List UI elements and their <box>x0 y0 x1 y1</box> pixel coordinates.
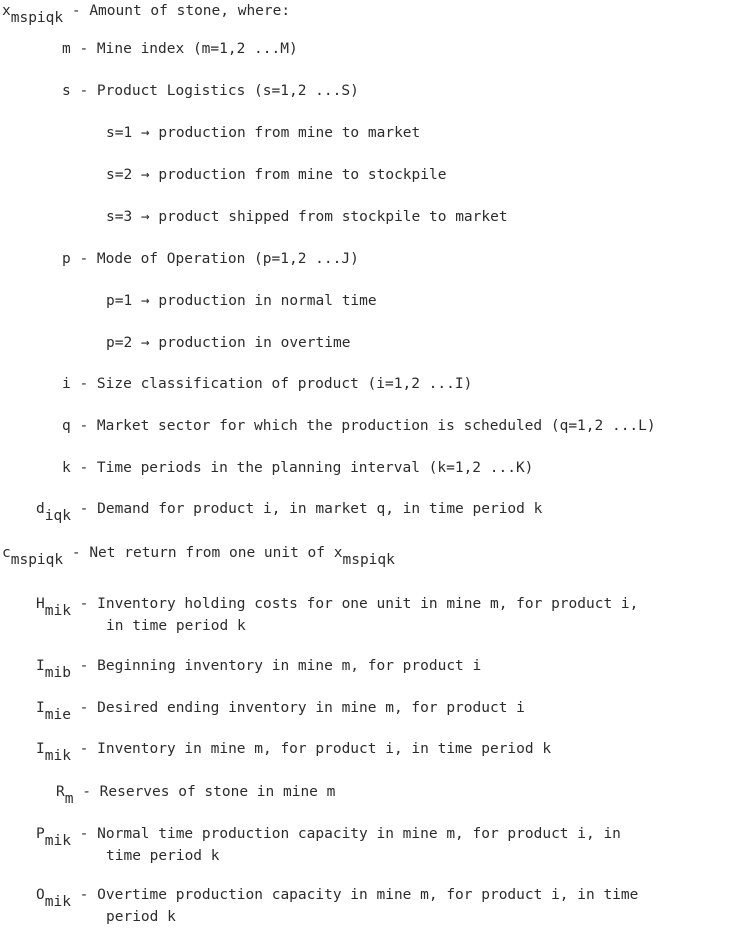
symbol-R: Rm <box>56 784 74 807</box>
definition-p1: p=1 → production in normal time <box>106 293 377 309</box>
definition-text: - Overtime production capacity in mine m, for product i, in time <box>79 887 639 903</box>
definition-text: - Demand for product i, in market q, in time period k <box>79 501 543 517</box>
symbol-I: Imib <box>36 658 71 681</box>
definition-text: - Normal time production capacity in mine m, for product i, in <box>79 826 621 842</box>
definition-P-continuation: time period k <box>106 848 220 864</box>
subscript: mspiqk <box>10 551 64 568</box>
definition-p: p - Mode of Operation (p=1,2 ...J) <box>62 251 359 267</box>
definition-text: - Beginning inventory in mine m, for product i <box>79 658 482 674</box>
subscript: iqk <box>44 507 71 524</box>
definition-R <box>56 783 336 807</box>
definition-c <box>2 544 395 568</box>
definition-s1: s=1 → production from mine to market <box>106 125 421 141</box>
definition-I-period <box>36 740 552 764</box>
definition-text: - Reserves of stone in mine m <box>82 784 336 800</box>
definition-d <box>36 500 543 524</box>
definition-I-ending <box>36 699 525 723</box>
definition-text: - Net return from one unit of x <box>71 545 343 561</box>
definition-s2: s=2 → production from mine to stockpile <box>106 167 447 183</box>
symbol-P: Pmik <box>36 826 71 849</box>
definition-k: k - Time periods in the planning interval (k=1,2 ...K) <box>62 460 534 476</box>
definition-O-continuation: period k <box>106 909 176 925</box>
definition-text: - Amount of stone, where: <box>71 3 291 19</box>
subscript: mspiqk <box>342 551 395 568</box>
definition-x <box>2 2 291 26</box>
symbol-H: Hmik <box>36 596 71 619</box>
subscript: mik <box>44 602 71 619</box>
definition-p2: p=2 → production in overtime <box>106 335 351 351</box>
definition-q: q - Market sector for which the production is scheduled (q=1,2 ...L) <box>62 418 656 434</box>
subscript: m <box>64 790 74 807</box>
definition-H-continuation: in time period k <box>106 618 246 634</box>
symbol-I: Imie <box>36 700 71 723</box>
definition-I-beginning <box>36 657 482 681</box>
subscript: mie <box>44 706 71 723</box>
definition-P <box>36 825 621 849</box>
subscript: mspiqk <box>10 9 64 26</box>
subscript: mik <box>44 747 71 764</box>
definition-O <box>36 886 639 910</box>
definition-H <box>36 595 639 619</box>
symbol-I: Imik <box>36 741 71 764</box>
symbol-O: Omik <box>36 887 71 910</box>
subscript: mik <box>44 893 71 910</box>
symbol-c: cmspiqk <box>2 545 64 568</box>
symbol-d: diqk <box>36 501 71 524</box>
definition-s3: s=3 → product shipped from stockpile to market <box>106 209 508 225</box>
definition-s: s - Product Logistics (s=1,2 ...S) <box>62 83 359 99</box>
definition-text: - Inventory in mine m, for product i, in time period k <box>79 741 552 757</box>
symbol-x: xmspiqk <box>2 3 64 26</box>
definition-i: i - Size classification of product (i=1,2 ...I) <box>62 376 473 392</box>
subscript: mib <box>44 664 71 681</box>
definition-m: m - Mine index (m=1,2 ...M) <box>62 41 298 57</box>
subscript: mik <box>44 832 71 849</box>
definition-text: - Desired ending inventory in mine m, for product i <box>79 700 525 716</box>
definition-text: - Inventory holding costs for one unit in mine m, for product i, <box>79 596 639 612</box>
